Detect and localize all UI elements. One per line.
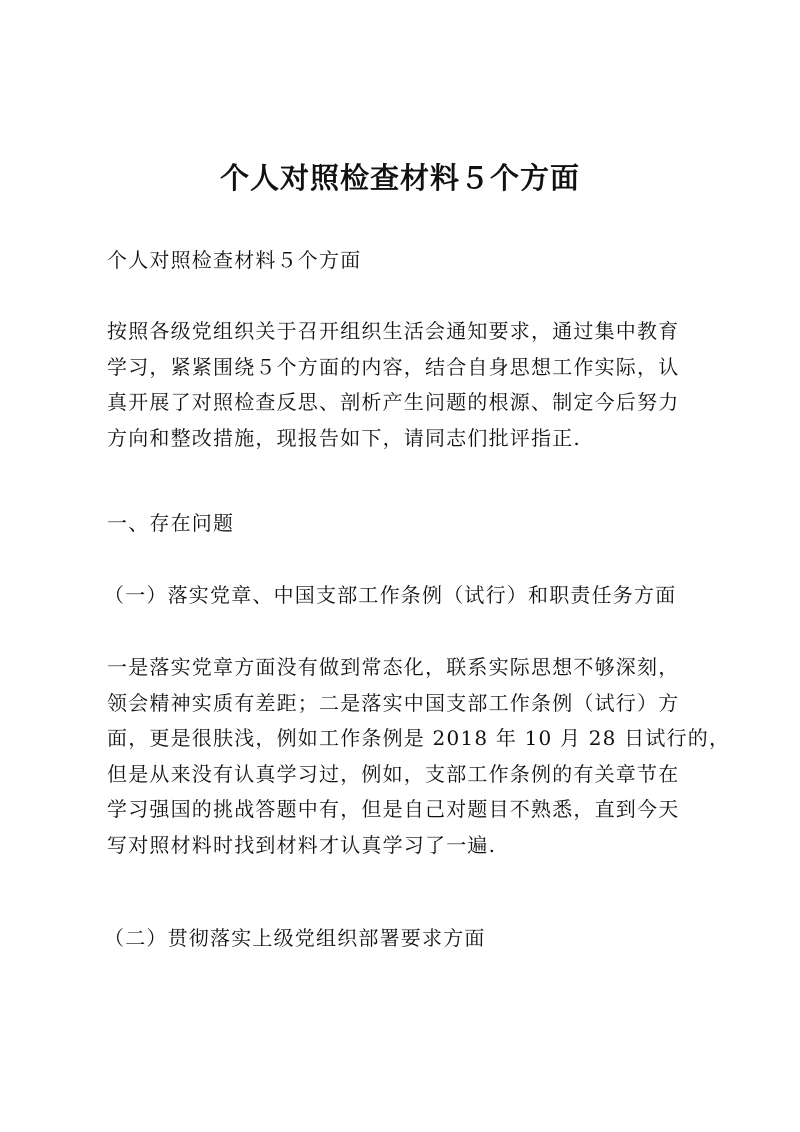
body-line: 面，更是很肤浅，例如工作条例是 2018 年 10 月 28 日试行的， [107, 726, 731, 750]
body-line: 领会精神实质有差距；二是落实中国支部工作条例（试行）方 [107, 690, 680, 715]
intro-line: 方向和整改措施，现报告如下，请同志们批评指正. [107, 425, 581, 450]
body-line: 学习强国的挑战答题中有，但是自己对题目不熟悉，直到今天 [107, 797, 680, 821]
intro-line: 按照各级党组织关于召开组织生活会通知要求，通过集中教育 [107, 319, 680, 343]
section-heading: 一、存在问题 [107, 511, 235, 535]
body-line: 但是从来没有认真学习过，例如，支部工作条例的有关章节在 [107, 761, 680, 786]
subheading-2: （二）贯彻落实上级党组织部署要求方面 [104, 926, 486, 950]
subheading-1: （一）落实党章、中国支部工作条例（试行）和职责任务方面 [104, 583, 677, 607]
body-line: 写对照材料时找到材料才认真学习了一遍. [107, 832, 497, 857]
intro-line: 真开展了对照检查反思、剖析产生问题的根源、制定今后努力 [107, 390, 680, 414]
intro-paragraph [107, 314, 697, 456]
document-title: 个人对照检查材料５个方面 [219, 161, 580, 195]
body-paragraph-1 [107, 650, 731, 863]
intro-line: 学习，紧紧围绕５个方面的内容，结合自身思想工作实际，认 [107, 354, 680, 379]
body-line: 一是落实党章方面没有做到常态化，联系实际思想不够深刻， [107, 655, 680, 679]
document-subtitle: 个人对照检查材料５个方面 [107, 248, 362, 272]
